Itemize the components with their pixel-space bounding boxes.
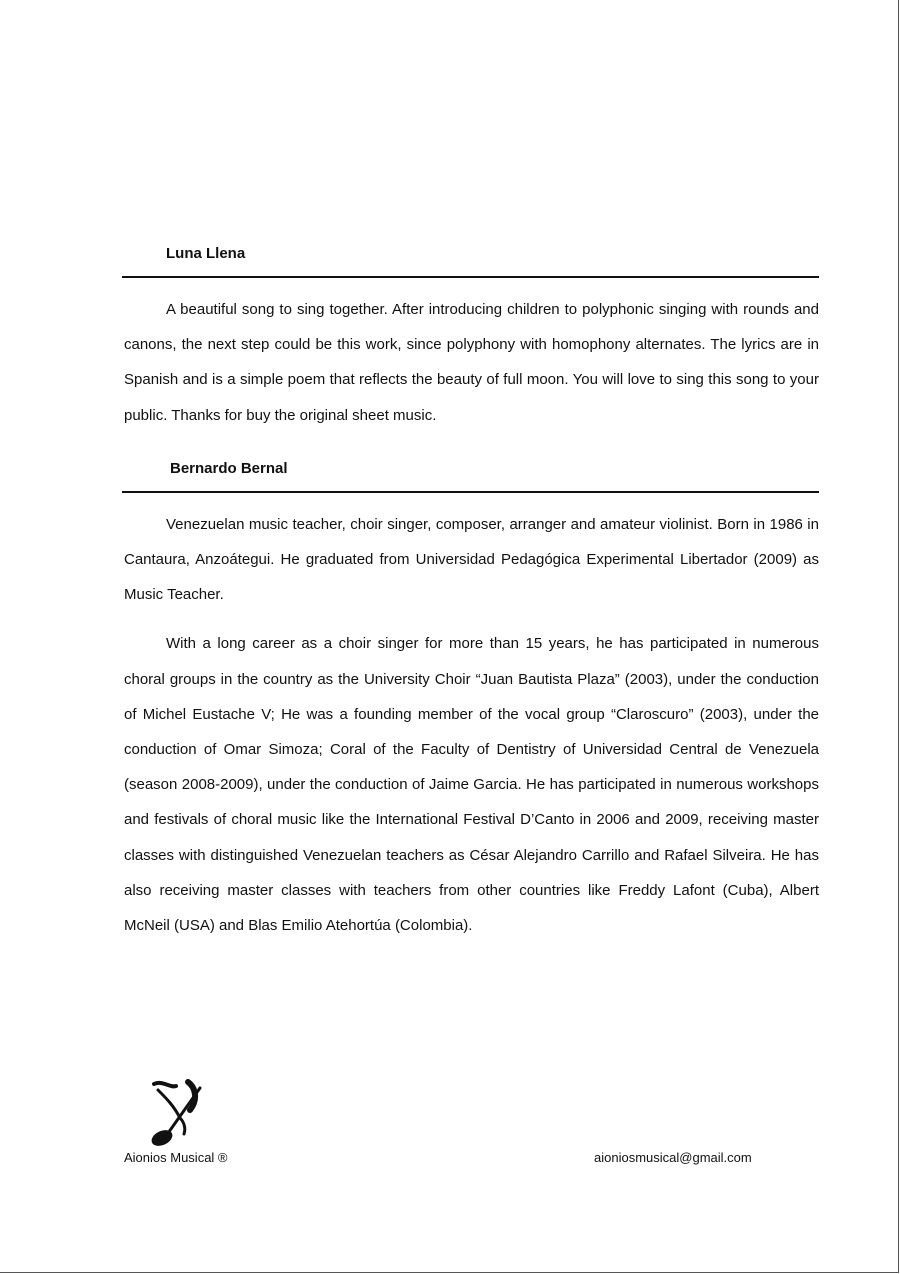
- section-divider: [122, 276, 819, 278]
- document-body: [124, 240, 819, 943]
- spacer: [124, 433, 819, 455]
- bio-paragraph-1: Venezuelan music teacher, choir singer, composer, arranger and amateur violinist. Born in 1986 in Cantaura, Anzoátegui. He graduated from Universidad Pedagógica Experimental Libertador (2009) as Music Teacher.: [124, 515, 819, 604]
- music-note-logo-icon: [140, 1078, 210, 1150]
- section-title-bernardo-bernal: Bernardo Bernal: [170, 459, 288, 477]
- bio-paragraph-2: With a long career as a choir singer for more than 15 years, he has participated in numerous choral groups in the country as the University Choir “Juan Bautista Plaza” (2003), under the conduction of Michel Eustache V; He was a founding member of the vocal group “Claroscuro” (2003), under the conduction of Omar Simoza; Coral of the Faculty of Dentistry of Universidad Central de Venezuela (season 2008-2009), under the conduction of Jaime Garcia. He has participated in numerous workshops and festivals of choral music like the International Festival D’Canto in 2006 and 2009, receiving master classes with distinguished Venezuelan teachers as César Alejandro Carrillo and Rafael Silveira. He has also receiving master classes with teachers from other countries like Freddy Lafont (Cuba), Albert McNeil (USA) and Blas Emilio Atehortúa (Colombia).: [124, 635, 819, 935]
- brand-name: Aionios Musical ®: [124, 1150, 228, 1165]
- contact-email: aioniosmusical@gmail.com: [594, 1150, 752, 1165]
- section-divider: [122, 491, 819, 493]
- section-title-luna-llena: Luna Llena: [166, 245, 246, 262]
- description-paragraph: A beautiful song to sing together. After introducing children to polyphonic singing with rounds and canons, the next step could be this work, since polyphony with homophony alternates. The lyrics are in Spanish and is a simple poem that reflects the beauty of full moon. You will love to sing this song to your public. Thanks for buy the original sheet music.: [124, 301, 819, 424]
